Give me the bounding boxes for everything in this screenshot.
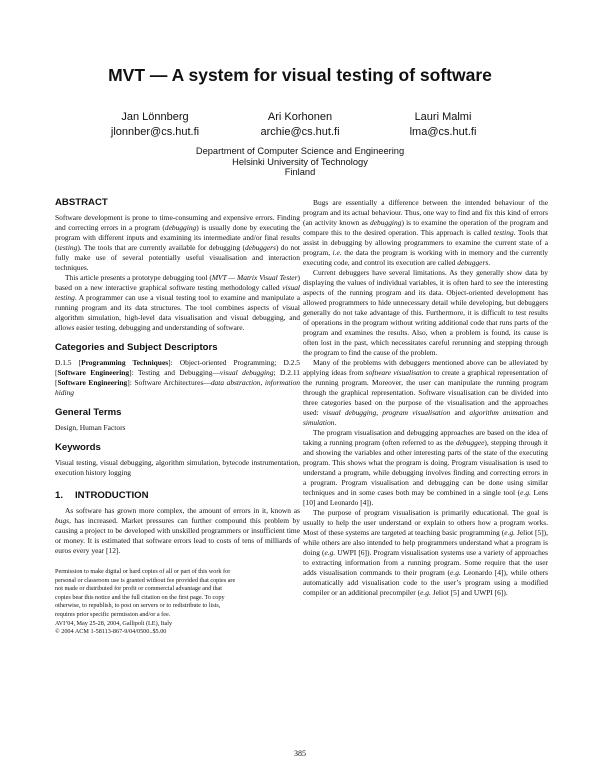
introduction-heading: 1. INTRODUCTION xyxy=(55,490,149,501)
author-email: jlonnber@cs.hut.fi xyxy=(110,126,200,138)
affiliation xyxy=(0,146,600,178)
body-paragraph: Current debuggers have several limitations. As they generally show data by displaying the values of individual variables, it is often hard to see the interesting aspects of the running program and its data. Object-oriented development has allowed programmers to hide unnecessary detail while developing, but debuggers generally do not take advantage of this. Furthermore, it is difficult to test results of operations in the program without writing additional code that runs parts of the program and examines the results. Also, when a problem is found, its cause is often lost in the past, which necessitates careful rerunning and stepping through the program to find the cause of the problem. xyxy=(303,268,548,357)
permission-notice: Permission to make digital or hard copies of all or part of this work for personal or classroom use is granted without fee provided that copies are not made or distributed for profit or commercial advantage and that copies bear this notice and the full citation on the first page. To copy otherwise, to republish, to post on servers or to redistribute to lists, requires prior specific permission and/or a fee. AVI’04, May 25-28, 2004, Gallipoli (LE), Italy © 2004 ACM 1-58113-867-9/04/0500..$5.00 xyxy=(55,568,236,636)
abstract-heading: ABSTRACT xyxy=(55,197,108,208)
affiliation-line: Helsinki University of Technology xyxy=(232,156,368,167)
author-email: archie@cs.hut.fi xyxy=(260,126,340,138)
body-paragraph: Bugs are essentially a difference between the intended behaviour of the program and its actual behaviour. Thus, one way to find and fix this kind of errors (an activity known as debugging) is to examine the operation of the program and compare this to the desired operation. This approach is called testing. Tools that assist in debugging by allowing programmers to examine the current state of a program, i.e. the data the program is working with in memory and the currently executing code, and control its execution are called debuggers. xyxy=(303,198,548,267)
general-terms-heading: General Terms xyxy=(55,407,122,418)
body-paragraph: Many of the problems with debuggers mentioned above can be alleviated by applying ideas from software visualisation to create a graphical representation of the running program. Moreover, the user can manipulate the running program through the graphical representation. Software visualisation can be divided into three categories based on the purpose of the visualisation and the approaches used: visual debugging, program visualisation and algorithm animation and simulation. xyxy=(303,358,548,427)
keywords-text: Visual testing, visual debugging, algorithm simulation, bytecode instrumentation, execution history logging xyxy=(55,458,300,477)
author-2 xyxy=(220,110,380,140)
right-column xyxy=(303,198,548,598)
categories-heading: Categories and Subject Descriptors xyxy=(55,342,218,353)
paper-title: MVT — A system for visual testing of software xyxy=(108,65,492,85)
intro-paragraph: As software has grown more complex, the amount of errors in it, known as bugs, has increased. Market pressures can further compound this problem by causing a project to be developed with unskilled programmers or insufficient time or money. It is estimated that software errors lead to costs of tens of milliards of euros every year [12]. xyxy=(55,506,300,555)
author-1 xyxy=(75,110,235,140)
general-terms-text: Design, Human Factors xyxy=(55,423,126,432)
page-number: 385 xyxy=(294,749,306,758)
body-paragraph: The program visualisation and debugging approaches are based on the idea of taking a running program (often referred to as the debuggee), stepping through it and showing the variables and other interesting parts of the state of the executing program. This shows what the program is doing. Program visualisation is used to understand a program, while debugging involves finding and correcting errors in a program. Program visualisation and debugging can be done using similar techniques and in some cases both may be combined in a single tool (e.g. Lens [10] and Leonardo [4]). xyxy=(303,428,548,507)
categories-text: D.1.5 [Programming Techniques]: Object-oriented Programming; D.2.5 [Software Engineering]: Testing and Debugging—visual debugging; D.2.11 [Software Engineering]: Software Architectures—data abstraction, information hiding xyxy=(55,358,301,397)
author-email: lma@cs.hut.fi xyxy=(409,126,477,138)
author-name: Ari Korhonen xyxy=(267,111,333,123)
abstract-paragraph-2: This article presents a prototype debugging tool (MVT — Matrix Visual Tester) based on a new interactive graphical software testing methodology called visual testing. A programmer can use a visual testing tool to examine and manipulate a running program and its data structures. The tool combines aspects of visual algorithm simulation, high-level data visualisation and visual debugging, and allows easier testing, debugging and understanding of software. xyxy=(55,273,300,332)
affiliation-line: Finland xyxy=(284,167,316,177)
author-name: Lauri Malmi xyxy=(414,111,472,123)
body-paragraph: The purpose of program visualisation is primarily educational. The goal is usually to help the user understand or explain to others how a program works. Most of these systems are targeted at teaching basic programming (e.g. Jeliot [5]), while others are also intended to help programmers understand what a program is doing (e.g. UWPI [6]). Program visualisation systems use a variety of approaches to extracting information from a running program. Some require that the user adds visualisation commands to their program (e.g. Leonardo [4]), while others automatically add visualisation code to the user’s program using a modified compiler or an additional precompiler (e.g. Jeliot [5] and UWPI [6]). xyxy=(303,508,549,597)
author-name: Jan Lönnberg xyxy=(121,111,189,123)
affiliation-line: Department of Computer Science and Engineering xyxy=(195,146,405,156)
keywords-heading: Keywords xyxy=(55,442,101,453)
author-3 xyxy=(363,110,523,140)
abstract-paragraph-1: Software development is prone to time-consuming and expensive errors. Finding and correcting errors in a program (debugging) is usually done by executing the program with different inputs and examining its intermediate and/or final results (testing). The tools that are currently available for debugging (debuggers) do not fully make use of several potentially useful visualisation and interaction techniques. xyxy=(55,213,301,272)
left-column xyxy=(55,197,300,637)
